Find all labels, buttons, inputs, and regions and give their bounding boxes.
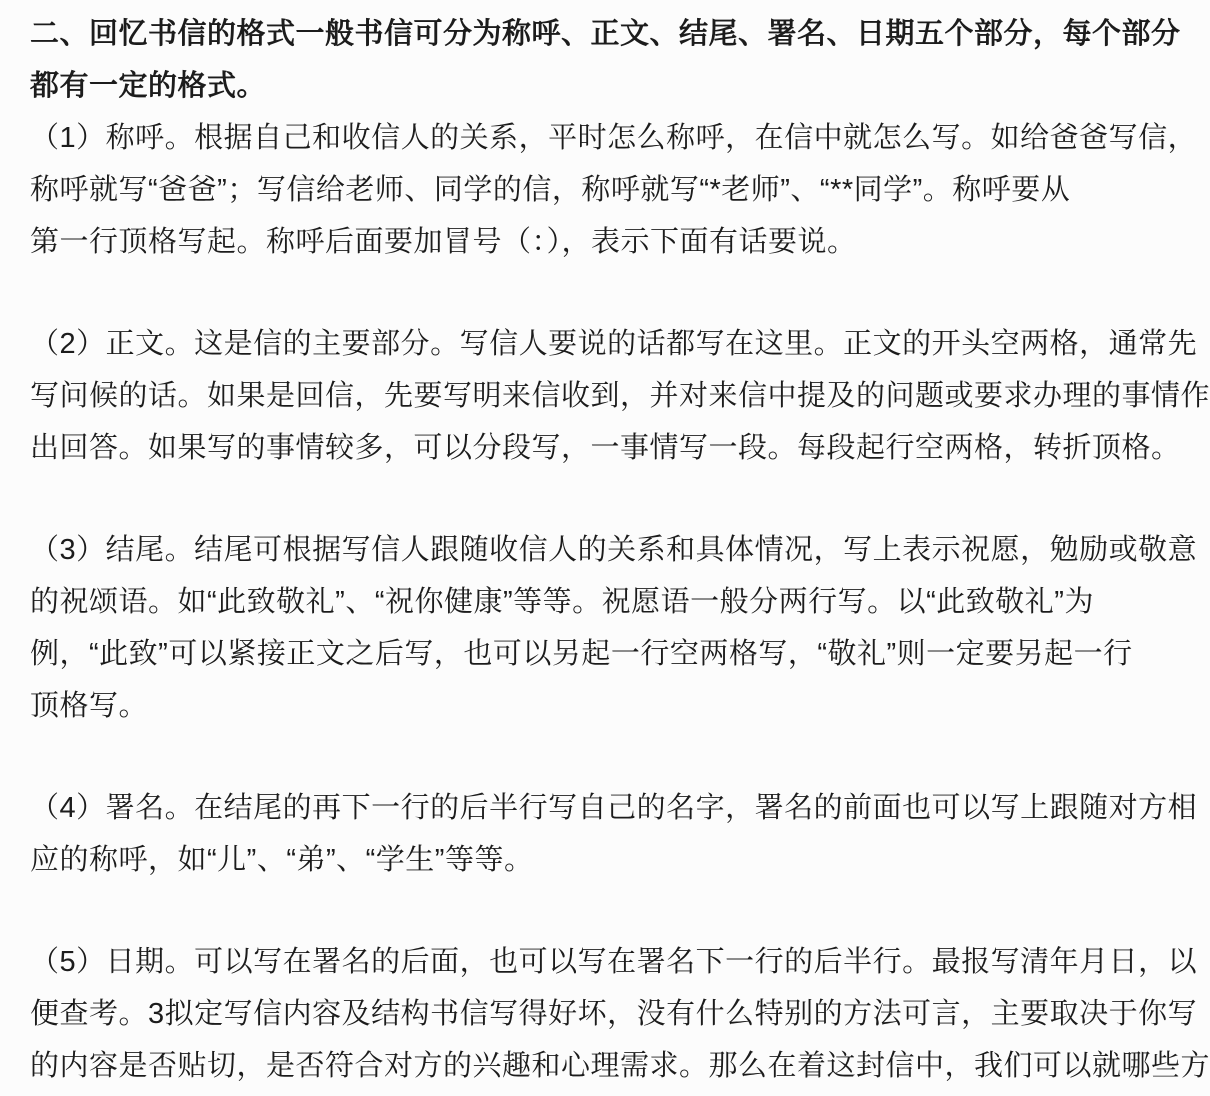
paragraph-body-text (30, 318, 1210, 474)
text-line: 第一行顶格写起。称呼后面要加冒号（：），表示下面有话要说。 (30, 226, 857, 258)
text-line: 应的称呼，如“儿”、“弟”、“学生”等等。 (30, 844, 534, 876)
text-line: 写问候的话。如果是回信，先要写明来信收到，并对来信中提及的问题或要求办理的事情作 (30, 380, 1210, 412)
text-line: （1）称呼。根据自己和收信人的关系，平时怎么称呼，在信中就怎么写。如给爸爸写信， (30, 122, 1198, 154)
paragraph-salutation (30, 112, 1198, 268)
paragraph-date (30, 936, 1210, 1092)
text-line: 便查考。3拟定写信内容及结构书信写得好坏，没有什么特别的方法可言，主要取决于你写 (30, 998, 1198, 1030)
paragraph-signature (30, 782, 1198, 886)
paragraph-closing (30, 524, 1198, 732)
heading-line: 二、回忆书信的格式一般书信可分为称呼、正文、结尾、署名、日期五个部分，每个部分 (30, 18, 1181, 50)
section-heading (30, 8, 1182, 112)
text-line: 例，“此致”可以紧接正文之后写，也可以另起一行空两格写，“敬礼”则一定要另起一行 (30, 638, 1133, 670)
text-line: （4）署名。在结尾的再下一行的后半行写自己的名字，署名的前面也可以写上跟随对方相 (30, 792, 1198, 824)
text-line: 的内容是否贴切，是否符合对方的兴趣和心理需求。那么在着这封信中，我们可以就哪些方 (30, 1050, 1210, 1082)
text-line: （5）日期。可以写在署名的后面，也可以写在署名下一行的后半行。最报写清年月日，以 (30, 946, 1198, 978)
text-line: （3）结尾。结尾可根据写信人跟随收信人的关系和具体情况，写上表示祝愿，勉励或敬意 (30, 534, 1198, 566)
text-line: （2）正文。这是信的主要部分。写信人要说的话都写在这里。正文的开头空两格，通常先 (30, 328, 1198, 360)
text-line: 称呼就写“爸爸”；写信给老师、同学的信，称呼就写“*老师”、“**同学”。称呼要从 (30, 174, 1071, 206)
text-line: 的祝颂语。如“此致敬礼”、“祝你健康”等等。祝愿语一般分两行写。以“此致敬礼”为 (30, 586, 1094, 618)
heading-line: 都有一定的格式。 (30, 70, 267, 102)
text-line: 出回答。如果写的事情较多，可以分段写，一事情写一段。每段起行空两格，转折顶格。 (30, 432, 1181, 464)
text-line: 顶格写。 (30, 690, 149, 722)
